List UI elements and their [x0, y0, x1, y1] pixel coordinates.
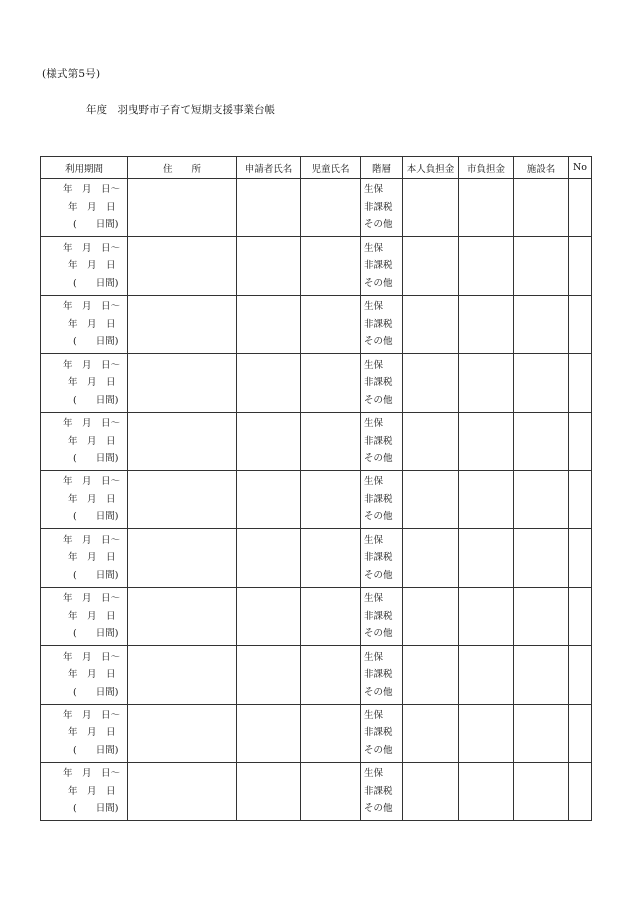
tier-option: 非課税 [364, 377, 393, 389]
usage-period-line: ( 日間) [73, 803, 119, 815]
table-row [41, 646, 592, 704]
tier-option: 非課税 [364, 785, 393, 797]
usage-period-cell[interactable] [41, 587, 128, 645]
tier-option: 生保 [364, 709, 384, 721]
form-number: (様式第5号) [42, 68, 101, 80]
applicant-name-cell[interactable] [237, 762, 301, 820]
tier-cell[interactable] [361, 704, 403, 762]
header-personal-fee: 本人負担金 [403, 157, 459, 179]
table-row [41, 412, 592, 470]
usage-period-line: ( 日間) [73, 628, 119, 640]
tier-option: その他 [364, 394, 393, 406]
applicant-name-cell[interactable] [237, 470, 301, 528]
tier-option: 生保 [364, 184, 384, 196]
usage-period-line: ( 日間) [73, 219, 119, 231]
tier-option: その他 [364, 686, 393, 698]
address-cell[interactable] [128, 295, 237, 353]
applicant-name-cell[interactable] [237, 587, 301, 645]
usage-period-line: 年 月 日～ [63, 242, 121, 254]
usage-period-cell[interactable] [41, 412, 128, 470]
tier-option: その他 [364, 336, 393, 348]
tier-options [361, 765, 402, 818]
usage-period-line: ( 日間) [73, 686, 119, 698]
applicant-name-cell[interactable] [237, 237, 301, 295]
tier-cell[interactable] [361, 470, 403, 528]
applicant-name-cell[interactable] [237, 354, 301, 412]
child-name-cell[interactable] [301, 646, 361, 704]
tier-option: 生保 [364, 534, 384, 546]
usage-period-cell[interactable] [41, 529, 128, 587]
usage-period-line: 年 月 日 [68, 260, 116, 272]
usage-period-cell[interactable] [41, 354, 128, 412]
usage-period-line: ( 日間) [73, 336, 119, 348]
personal-fee-cell[interactable] [403, 354, 459, 412]
address-cell[interactable] [128, 412, 237, 470]
facility-name-cell[interactable] [514, 412, 569, 470]
tier-options [361, 532, 402, 585]
address-cell[interactable] [128, 354, 237, 412]
tier-cell[interactable] [361, 646, 403, 704]
tier-option: 非課税 [364, 669, 393, 681]
header-facility-name: 施設名 [514, 157, 569, 179]
tier-option: 非課税 [364, 201, 393, 213]
table-row [41, 179, 592, 237]
usage-period-cell[interactable] [41, 179, 128, 237]
child-name-cell[interactable] [301, 295, 361, 353]
header-tier: 階層 [361, 157, 403, 179]
usage-period-lines [41, 590, 127, 643]
tier-option: 非課税 [364, 318, 393, 330]
tier-cell[interactable] [361, 529, 403, 587]
tier-cell[interactable] [361, 354, 403, 412]
header-child-name: 児童氏名 [301, 157, 361, 179]
child-name-cell[interactable] [301, 529, 361, 587]
ledger-table [40, 156, 592, 821]
facility-name-cell[interactable] [514, 354, 569, 412]
usage-period-line: 年 月 日 [68, 610, 116, 622]
facility-name-cell[interactable] [514, 529, 569, 587]
applicant-name-cell[interactable] [237, 646, 301, 704]
city-fee-cell[interactable] [459, 470, 514, 528]
table-row [41, 295, 592, 353]
usage-period-line: 年 月 日 [68, 669, 116, 681]
personal-fee-cell[interactable] [403, 529, 459, 587]
city-fee-cell[interactable] [459, 587, 514, 645]
child-name-cell[interactable] [301, 470, 361, 528]
usage-period-line: 年 月 日 [68, 493, 116, 505]
tier-cell[interactable] [361, 587, 403, 645]
usage-period-cell[interactable] [41, 470, 128, 528]
number-cell[interactable] [569, 587, 592, 645]
header-applicant-name: 申請者氏名 [237, 157, 301, 179]
address-cell[interactable] [128, 587, 237, 645]
usage-period-line: 年 月 日～ [63, 418, 121, 429]
usage-period-line: ( 日間) [73, 511, 119, 523]
address-cell[interactable] [128, 470, 237, 528]
tier-option: 生保 [364, 593, 384, 605]
personal-fee-cell[interactable] [403, 470, 459, 528]
header-number: No [569, 157, 592, 179]
number-cell[interactable] [569, 354, 592, 412]
usage-period-cell[interactable] [41, 295, 128, 353]
number-cell[interactable] [569, 704, 592, 762]
personal-fee-cell[interactable] [403, 237, 459, 295]
usage-period-lines [41, 415, 127, 468]
child-name-cell[interactable] [301, 587, 361, 645]
usage-period-line: 年 月 日～ [63, 476, 121, 488]
usage-period-lines [41, 357, 127, 410]
tier-option: その他 [364, 219, 393, 231]
usage-period-line: ( 日間) [73, 277, 119, 289]
usage-period-line: 年 月 日～ [63, 534, 121, 546]
child-name-cell[interactable] [301, 762, 361, 820]
city-fee-cell[interactable] [459, 412, 514, 470]
usage-period-line: 年 月 日 [68, 727, 116, 739]
facility-name-cell[interactable] [514, 470, 569, 528]
city-fee-cell[interactable] [459, 179, 514, 237]
tier-cell[interactable] [361, 295, 403, 353]
tier-option: 生保 [364, 651, 384, 663]
personal-fee-cell[interactable] [403, 762, 459, 820]
table-row [41, 470, 592, 528]
usage-period-line: 年 月 日～ [63, 651, 121, 663]
usage-period-lines [41, 532, 127, 585]
tier-option: その他 [364, 277, 393, 289]
usage-period-line: 年 月 日 [68, 377, 116, 389]
usage-period-line: 年 月 日～ [63, 359, 121, 371]
city-fee-cell[interactable] [459, 704, 514, 762]
table-row [41, 762, 592, 820]
table-row [41, 237, 592, 295]
facility-name-cell[interactable] [514, 237, 569, 295]
tier-cell[interactable] [361, 412, 403, 470]
usage-period-lines [41, 473, 127, 526]
facility-name-cell[interactable] [514, 762, 569, 820]
tier-option: 非課税 [364, 610, 393, 622]
personal-fee-cell[interactable] [403, 704, 459, 762]
city-fee-cell[interactable] [459, 646, 514, 704]
usage-period-lines [41, 765, 127, 818]
number-cell[interactable] [569, 237, 592, 295]
usage-period-line: 年 月 日～ [63, 709, 121, 721]
tier-option: その他 [364, 628, 393, 640]
table-row [41, 587, 592, 645]
address-cell[interactable] [128, 704, 237, 762]
usage-period-lines [41, 298, 127, 351]
document-title: 年度 羽曳野市子育て短期支援事業台帳 [86, 104, 275, 116]
city-fee-cell[interactable] [459, 354, 514, 412]
usage-period-line: 年 月 日 [68, 318, 116, 330]
header-usage-period: 利用期間 [41, 157, 128, 179]
tier-option: その他 [364, 511, 393, 523]
tier-option: 非課税 [364, 493, 393, 505]
tier-option: その他 [364, 803, 393, 815]
header-address: 住 所 [128, 157, 237, 179]
facility-name-cell[interactable] [514, 587, 569, 645]
tier-option: その他 [364, 744, 393, 756]
number-cell[interactable] [569, 412, 592, 470]
tier-option: 非課税 [364, 260, 393, 272]
usage-period-cell[interactable] [41, 237, 128, 295]
tier-option: 生保 [364, 301, 384, 313]
tier-options [361, 298, 402, 351]
tier-option: その他 [364, 569, 393, 581]
number-cell[interactable] [569, 646, 592, 704]
usage-period-lines [41, 707, 127, 760]
personal-fee-cell[interactable] [403, 295, 459, 353]
facility-name-cell[interactable] [514, 646, 569, 704]
personal-fee-cell[interactable] [403, 412, 459, 470]
child-name-cell[interactable] [301, 412, 361, 470]
usage-period-lines [41, 181, 127, 234]
usage-period-lines [41, 649, 127, 702]
ledger-body [41, 179, 592, 821]
tier-option: その他 [364, 453, 393, 464]
usage-period-line: 年 月 日～ [63, 184, 121, 196]
table-row [41, 529, 592, 587]
tier-option: 生保 [364, 242, 384, 254]
tier-cell[interactable] [361, 179, 403, 237]
facility-name-cell[interactable] [514, 179, 569, 237]
child-name-cell[interactable] [301, 179, 361, 237]
usage-period-line: ( 日間) [73, 744, 119, 756]
personal-fee-cell[interactable] [403, 587, 459, 645]
tier-options [361, 240, 402, 293]
child-name-cell[interactable] [301, 237, 361, 295]
tier-option: 非課税 [364, 552, 393, 564]
address-cell[interactable] [128, 762, 237, 820]
usage-period-line: ( 日間) [73, 453, 119, 464]
tier-options [361, 473, 402, 526]
usage-period-line: 年 月 日～ [63, 768, 121, 780]
number-cell[interactable] [569, 529, 592, 587]
tier-cell[interactable] [361, 762, 403, 820]
usage-period-line: ( 日間) [73, 394, 119, 406]
child-name-cell[interactable] [301, 354, 361, 412]
usage-period-line: 年 月 日 [68, 552, 116, 564]
city-fee-cell[interactable] [459, 762, 514, 820]
city-fee-cell[interactable] [459, 529, 514, 587]
usage-period-line: 年 月 日 [68, 435, 116, 447]
personal-fee-cell[interactable] [403, 179, 459, 237]
usage-period-line: 年 月 日～ [63, 301, 121, 313]
usage-period-line: 年 月 日 [68, 201, 116, 213]
tier-options [361, 415, 402, 468]
number-cell[interactable] [569, 179, 592, 237]
tier-options [361, 357, 402, 410]
usage-period-line: 年 月 日～ [63, 593, 121, 605]
applicant-name-cell[interactable] [237, 529, 301, 587]
tier-option: 生保 [364, 418, 384, 429]
tier-option: 生保 [364, 476, 384, 488]
facility-name-cell[interactable] [514, 295, 569, 353]
tier-cell[interactable] [361, 237, 403, 295]
tier-options [361, 181, 402, 234]
number-cell[interactable] [569, 295, 592, 353]
table-row [41, 354, 592, 412]
address-cell[interactable] [128, 646, 237, 704]
address-cell[interactable] [128, 237, 237, 295]
personal-fee-cell[interactable] [403, 646, 459, 704]
applicant-name-cell[interactable] [237, 295, 301, 353]
applicant-name-cell[interactable] [237, 179, 301, 237]
tier-options [361, 590, 402, 643]
usage-period-cell[interactable] [41, 646, 128, 704]
number-cell[interactable] [569, 762, 592, 820]
usage-period-line: ( 日間) [73, 569, 119, 581]
number-cell[interactable] [569, 470, 592, 528]
header-row [41, 157, 592, 179]
usage-period-line: 年 月 日 [68, 785, 116, 797]
applicant-name-cell[interactable] [237, 412, 301, 470]
city-fee-cell[interactable] [459, 237, 514, 295]
applicant-name-cell[interactable] [237, 704, 301, 762]
city-fee-cell[interactable] [459, 295, 514, 353]
usage-period-cell[interactable] [41, 762, 128, 820]
tier-option: 非課税 [364, 435, 393, 447]
usage-period-lines [41, 240, 127, 293]
tier-option: 非課税 [364, 727, 393, 739]
header-city-fee: 市負担金 [459, 157, 514, 179]
child-name-cell[interactable] [301, 704, 361, 762]
tier-options [361, 649, 402, 702]
tier-option: 生保 [364, 359, 384, 371]
tier-options [361, 707, 402, 760]
tier-option: 生保 [364, 768, 384, 780]
facility-name-cell[interactable] [514, 704, 569, 762]
usage-period-cell[interactable] [41, 704, 128, 762]
address-cell[interactable] [128, 179, 237, 237]
table-row [41, 704, 592, 762]
address-cell[interactable] [128, 529, 237, 587]
